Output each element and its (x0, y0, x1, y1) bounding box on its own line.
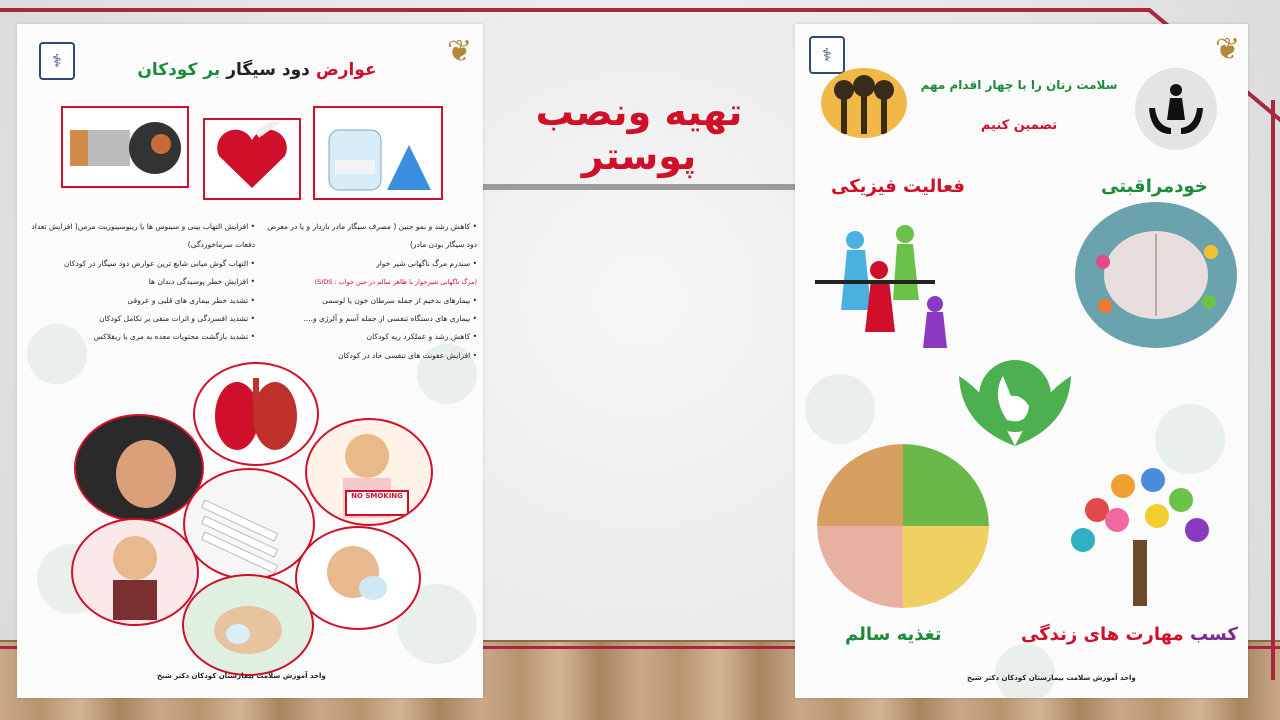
hands-tree-image (1057, 450, 1225, 610)
frame-right-line (1271, 100, 1275, 680)
bullet-item: • تشدید افسردگی و اثرات منفی بر تکامل کودکان (25, 310, 255, 328)
cigarettes-image (183, 468, 315, 580)
poster-women-health (795, 24, 1248, 698)
bullet-note: (مرگ ناگهانی شیرخوار با ظاهر سالم در حین خواب : SIDS) (314, 278, 477, 287)
heart-cigarette-image (203, 118, 301, 200)
bullet-item: • افزایش التهاب بینی و سینوس ها یا رینوسینوزیت مزمن( افزایش تعداد دفعات سرماخوردگی) (25, 218, 255, 255)
bullet-item: • بیماری های دستگاه تنفسی از جمله آسم و آلرژی و.... (259, 310, 477, 328)
poster-smoking-effects (17, 24, 483, 698)
physical-activity-image (815, 220, 975, 354)
child-covering-face-image (71, 518, 199, 626)
slide-title: تهیه ونصب پوستر (535, 90, 743, 178)
mother-child-leaves-icon (951, 336, 1079, 460)
healthy-food-plate-image (817, 444, 989, 608)
bullets-right-list (25, 218, 255, 347)
poster-left-footer: واحد آموزش سلامت بیمارستان کودکان دکتر شیخ (157, 672, 326, 680)
woman-care-hands-icon (1135, 68, 1217, 150)
fetus-smoke-image (74, 414, 204, 522)
lungs-image (193, 362, 319, 466)
cigarette-smoke-image (61, 106, 189, 188)
university-logo-icon: ⚕ (809, 36, 845, 74)
brain-self-care-image (1075, 202, 1237, 348)
bullet-item: • التهاب گوش میانی شایع ترین عوارض دود سیگار در کودکان (25, 255, 255, 273)
bullet-item: • تشدید بازگشت محتویات معده به مری یا ریفلاکس (25, 328, 255, 346)
title-underline (483, 184, 795, 190)
bullet-item: • تشدید خطر بیماری های قلبی و عروقی (25, 292, 255, 310)
poster-right-headline: سلامت زنان را با چهار اقدام مهم (920, 78, 1118, 92)
child-inhaler-image (295, 526, 421, 630)
child-oxygen-mask-image (182, 574, 314, 676)
caption-life-skills: کسب مهارت های زندگی (1021, 624, 1238, 645)
poster-right-subheadline: تضمین کنیم (980, 118, 1058, 133)
child-no-smoking-image (305, 418, 433, 526)
frame-top-line (0, 8, 1150, 12)
bullet-item: • کاهش رشد و عملکرد ریه کودکان (259, 328, 477, 346)
caption-self-care: خودمراقبتی (1101, 176, 1208, 197)
bullet-item: • سندرم مرگ ناگهانی شیر خوار (259, 255, 477, 273)
baby-bottle-cigarettes-image (313, 106, 443, 200)
caption-healthy-nutrition: تغذیه سالم (845, 624, 942, 645)
bullet-item: • بیمارهای بدخیم از جمله سرطان خون یا لوسمی (259, 292, 477, 310)
wheat-emblem-icon: ❦ (1215, 32, 1241, 67)
poster-left-title: عوارض دود سیگار بر کودکان (137, 60, 377, 80)
bullet-item: • افزایش عفونت های تنفسی حاد در کودکان (259, 347, 477, 365)
bullet-item: • افزایش خطر پوسیدگی دندان ها (25, 273, 255, 291)
caption-physical-activity: فعالیت فیزیکی (831, 176, 965, 197)
bullet-item: • کاهش رشد و نمو جنین ( مصرف سیگار مادر باردار و یا در معرض دود سیگار بودن مادر) (259, 218, 477, 255)
women-trees-icon (821, 68, 907, 138)
bullets-left-list (259, 218, 477, 365)
university-logo-icon: ⚕ (39, 42, 75, 80)
wheat-emblem-icon: ❦ (447, 34, 473, 69)
poster-right-footer: واحد آموزش سلامت بیمارستان کودکان دکتر شیخ (967, 674, 1136, 682)
no-smoking-sign: NO SMOKING (345, 490, 409, 516)
